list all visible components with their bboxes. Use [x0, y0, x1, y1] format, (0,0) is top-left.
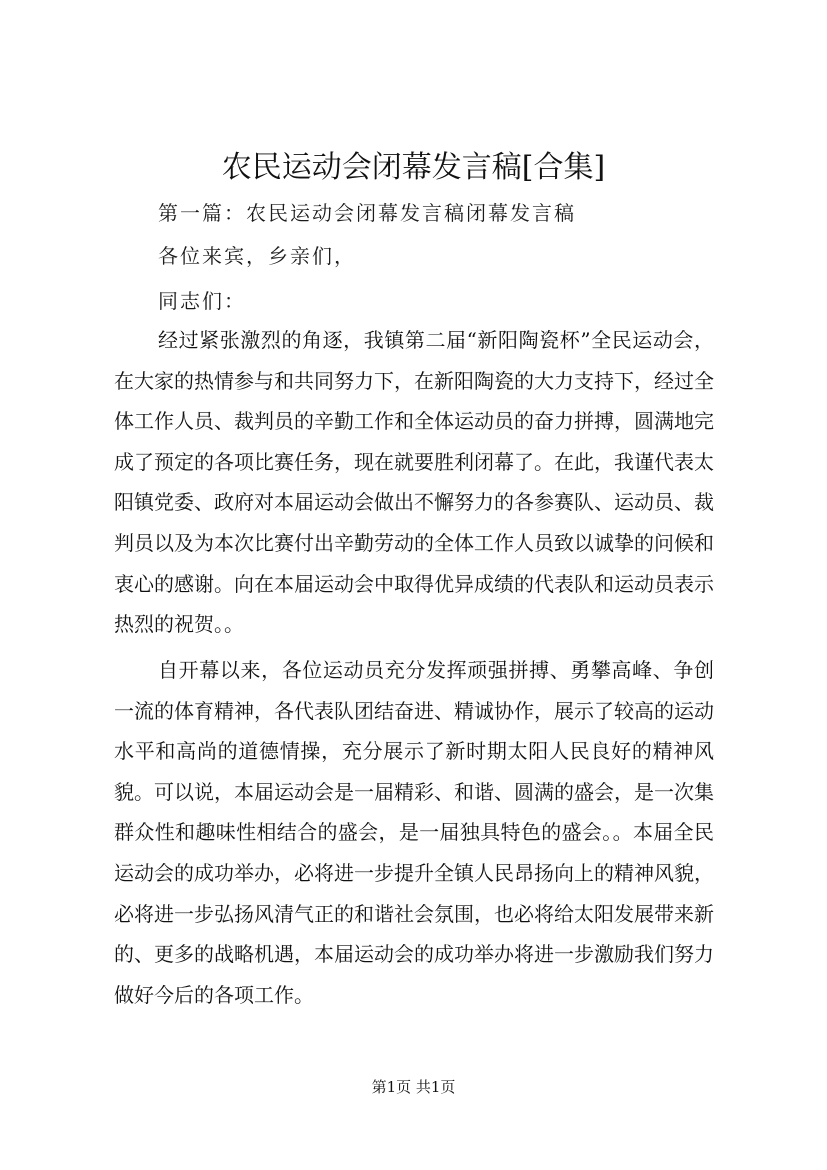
body-paragraph: 经过紧张激烈的角逐，我镇第二届“新阳陶瓷杯”全民运动会，在大家的热情参与和共同努力下，在新阳陶瓷的大力支持下，经过全体工作人员、裁判员的辛勤工作和全体运动员的奋力拼搏，圆满地完成了预定的各项比赛任务，现在就要胜利闭幕了。在此，我谨代表太阳镇党委、政府对本届运动会做出不懈努力的各参赛队、运动员、裁判员以及为本次比赛付出辛勤劳动的全体工作人员致以诚挚的问候和衷心的感谢。向在本届运动会中取得优异成绩的代表队和运动员表示热烈的祝贺。。	[114, 328, 714, 637]
salutation-guests: 各位来宾，乡亲们，	[158, 244, 356, 268]
salutation-comrades: 同志们：	[158, 289, 246, 313]
document-title: 农民运动会闭幕发言稿[合集]	[221, 150, 606, 185]
body-paragraph: 自开幕以来，各位运动员充分发挥顽强拼搏、勇攀高峰、争创一流的体育精神，各代表队团结奋进、精诚协作，展示了较高的运动水平和高尚的道德情操，充分展示了新时期太阳人民良好的精神风貌。可以说，本届运动会是一届精彩、和谐、圆满的盛会，是一次集群众性和趣味性相结合的盛会，是一届独具特色的盛会。。本届全民运动会的成功举办，必将进一步提升全镇人民昂扬向上的精神风貌，必将进一步弘扬风清气正的和谐社会氛围，也必将给太阳发展带来新的、更多的战略机遇，本届运动会的成功举办将进一步激励我们努力做好今后的各项工作。	[114, 658, 714, 1007]
page-footer: 第1页 共1页	[371, 1078, 456, 1096]
section-heading: 第一篇：农民运动会闭幕发言稿闭幕发言稿	[158, 201, 576, 225]
